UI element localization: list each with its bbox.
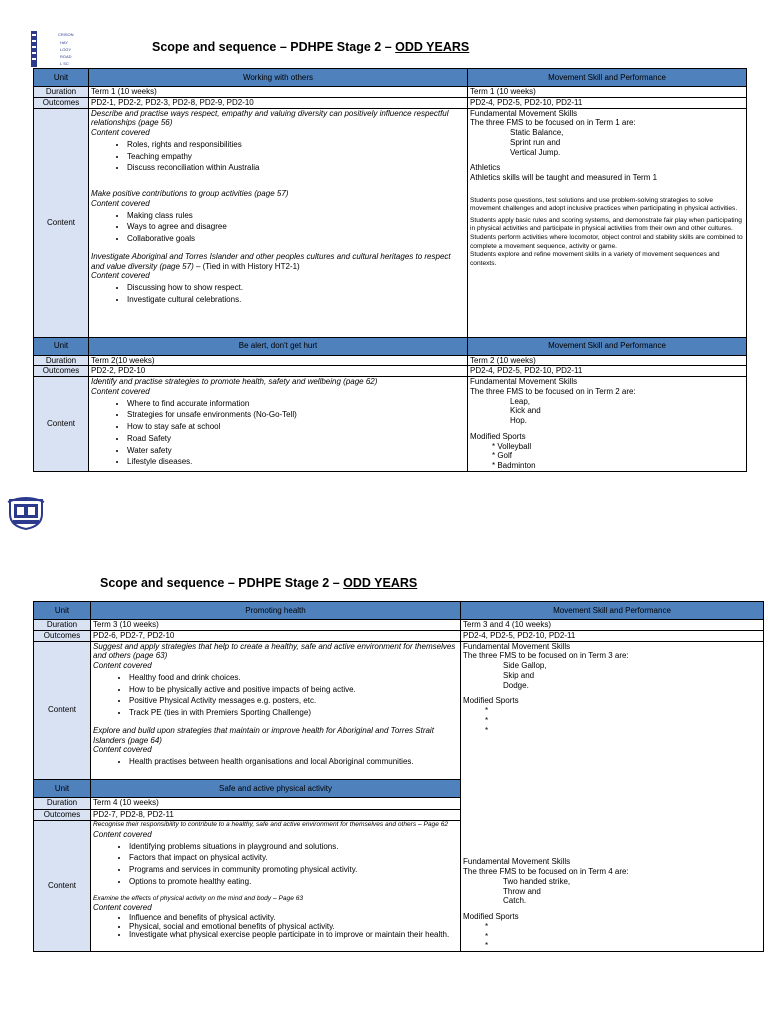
unit-row	[34, 337, 747, 355]
duration-label: Duration	[34, 355, 89, 366]
sport-item: *	[485, 931, 489, 941]
duration-label: Duration	[34, 798, 91, 810]
content-covered-label: Content covered	[93, 903, 152, 913]
skill-item: Catch.	[503, 896, 527, 906]
duration-row	[34, 620, 764, 631]
content-covered-label: Content covered	[91, 198, 150, 208]
content-list	[93, 842, 458, 887]
skill-item: Kick and	[510, 406, 541, 416]
content-list	[91, 399, 465, 468]
list-item: • Factors that impact on physical activity.	[129, 853, 458, 863]
duration-label: Duration	[34, 620, 91, 631]
list-item: • Road Safety	[127, 434, 465, 444]
fms-heading: Fundamental Movement Skills	[470, 108, 578, 118]
athletics-note: Athletics skills will be taught and measured in Term 1	[470, 173, 658, 182]
fms-focus: The three FMS to be focused on in Term 1 are:	[470, 118, 636, 128]
content-left	[89, 108, 468, 337]
outcomes-label: Outcomes	[34, 809, 91, 821]
content-covered-label: Content covered	[91, 386, 150, 396]
list-item: • Identifying problems situations in playground and solutions.	[129, 842, 458, 852]
unit-row	[34, 69, 747, 87]
duration-left: Term 3 (10 weeks)	[91, 620, 461, 631]
list-item: • Healthy food and drink choices.	[129, 673, 458, 683]
content-covered-label: Content covered	[93, 661, 152, 670]
modified-sports-heading: Modified Sports	[463, 696, 519, 706]
unit-row	[34, 602, 764, 620]
outcomes-left: PD2-7, PD2-8, PD2-11	[91, 809, 461, 821]
school-logo	[30, 30, 80, 68]
list-item: • Discuss reconciliation within Australia	[127, 163, 465, 173]
fms-focus: The three FMS to be focused on in Term 4 are:	[463, 867, 629, 876]
list-item: • Physical, social and emotional benefits of physical activity.	[129, 923, 458, 932]
unit-title-left: Working with others	[89, 69, 468, 87]
sport-item: *	[485, 941, 489, 951]
content-label: Content	[34, 377, 89, 472]
title-text: Scope and sequence – PDHPE Stage 2 –	[152, 40, 396, 54]
content-list	[91, 211, 465, 244]
outcomes-left: PD2-6, PD2-7, PD2-10	[91, 630, 461, 641]
content-left	[91, 641, 461, 780]
sport-item: * Badminton	[492, 461, 536, 470]
duration-label: Duration	[34, 87, 89, 98]
outcomes-right: PD2-4, PD2-5, PD2-10, PD2-11	[461, 630, 764, 641]
skill-item: Skip and	[503, 670, 535, 680]
list-item: • Health practises between health organisations and local Aboriginal communities.	[129, 757, 458, 767]
list-item: • Investigate what physical exercise people participate in to improve or maintain their health.	[129, 931, 458, 940]
outcomes-label: Outcomes	[34, 97, 89, 108]
unit-label: Unit	[34, 780, 91, 798]
fms-heading: Fundamental Movement Skills	[470, 377, 578, 386]
content-covered-label: Content covered	[91, 128, 150, 137]
outcome-intro: Explore and build upon strategies that maintain or improve health for Aboriginal and Torres Strait Islanders (page 64)	[93, 725, 434, 745]
content-row	[34, 377, 747, 472]
svg-text:L SC: L SC	[60, 61, 69, 66]
outcomes-row	[34, 366, 747, 377]
duration-row	[34, 87, 747, 98]
skill-item: Leap,	[510, 396, 531, 406]
content-list	[93, 914, 458, 940]
duration-left: Term 1 (10 weeks)	[89, 87, 468, 98]
outcome-intro: Identify and practise strategies to promote health, safety and wellbeing (page 62)	[91, 377, 378, 386]
skill-item: Vertical Jump.	[510, 147, 561, 157]
content-covered-label: Content covered	[91, 271, 150, 281]
outcome-intro: Make positive contributions to group activities (page 57)	[91, 189, 289, 198]
list-item: • Water safety	[127, 446, 465, 456]
sport-item: *	[485, 715, 489, 725]
unit-title-right: Movement Skill and Performance	[468, 69, 747, 87]
modified-sports-heading: Modified Sports	[463, 912, 519, 921]
fms-focus: The three FMS to be focused on in Term 2 are:	[470, 386, 636, 396]
list-item: • Making class rules	[127, 211, 465, 221]
content-left	[89, 377, 468, 472]
content-row	[34, 108, 747, 337]
sport-item: * Golf	[492, 451, 513, 461]
unit-title-right: Movement Skill and Performance	[468, 337, 747, 355]
content-list	[91, 140, 465, 173]
scope-table-terms-1-2	[33, 68, 747, 472]
duration-row	[34, 355, 747, 366]
skill-item: Sprint run and	[510, 137, 561, 147]
title-text: Scope and sequence – PDHPE Stage 2 –	[100, 576, 344, 590]
content-list	[93, 673, 458, 718]
unit-title-left: Safe and active physical activity	[91, 780, 461, 798]
page-title	[152, 40, 469, 54]
list-item: • Lifestyle diseases.	[127, 457, 465, 467]
title-emphasis: ODD YEARS	[343, 576, 418, 590]
list-item: • Roles, rights and responsibilities	[127, 140, 465, 150]
content-right	[461, 641, 764, 952]
list-item: • Options to promote healthy eating.	[129, 877, 458, 887]
content-right	[468, 377, 747, 472]
outcomes-row	[34, 97, 747, 108]
school-crest	[6, 496, 46, 530]
skill-item: Hop.	[510, 416, 527, 425]
content-left	[91, 821, 461, 952]
content-label: Content	[34, 641, 91, 780]
sport-item: *	[485, 706, 489, 715]
unit-label: Unit	[34, 602, 91, 620]
content-covered-label: Content covered	[93, 745, 152, 755]
list-item: • Ways to agree and disagree	[127, 222, 465, 232]
outcome-intro: Examine the effects of physical activity on the mind and body – Page 63	[93, 894, 304, 902]
duration-left: Term 2(10 weeks)	[89, 355, 468, 366]
outcomes-right: PD2-4, PD2-5, PD2-10, PD2-11	[468, 366, 747, 377]
duration-right: Term 2 (10 weeks)	[468, 355, 747, 366]
unit-label: Unit	[34, 337, 89, 355]
outcome-intro-italic: Investigate Aboriginal and Torres Islander and other peoples cultures and cultural heritages to respect and value diversity (page 57)	[91, 251, 451, 271]
list-item: • Teaching empathy	[127, 152, 465, 162]
content-label: Content	[34, 821, 91, 952]
unit-title-right: Movement Skill and Performance	[461, 602, 764, 620]
sport-item: * Volleyball	[492, 441, 532, 451]
fms-heading: Fundamental Movement Skills	[463, 857, 571, 867]
unit-title-left: Promoting health	[91, 602, 461, 620]
unit-label: Unit	[34, 69, 89, 87]
outcome-intro: Recognise their responsibility to contribute to a healthy, safe and active environment for themselves and others – Page 62	[93, 821, 449, 829]
skill-item: Throw and	[503, 886, 541, 896]
list-item: • Programs and services in community promoting physical activity.	[129, 865, 458, 875]
sport-item: *	[485, 921, 489, 931]
svg-text:LOGY: LOGY	[60, 47, 72, 52]
content-label: Content	[34, 108, 89, 337]
content-covered-label: Content covered	[93, 829, 152, 839]
outcomes-label: Outcomes	[34, 366, 89, 377]
sport-item: *	[485, 725, 489, 735]
list-item: • Collaborative goals	[127, 234, 465, 244]
content-list	[93, 757, 458, 767]
skill-item: Two handed strike,	[503, 876, 571, 886]
outcomes-row	[34, 630, 764, 641]
list-item: • Investigate cultural celebrations.	[127, 295, 465, 305]
skill-item: Dodge.	[503, 680, 529, 690]
fms-heading: Fundamental Movement Skills	[463, 641, 571, 651]
skill-paragraph: Students apply basic rules and scoring systems, and demonstrate fair play when participating in physical activities and participate in physical activities from their own and other cultures.	[470, 216, 742, 233]
title-emphasis: ODD YEARS	[395, 40, 470, 54]
skill-paragraph: Students explore and refine movement skills in a variety of movement sequences and contexts.	[470, 251, 720, 267]
outcomes-label: Outcomes	[34, 630, 91, 641]
list-item: • Track PE (ties in with Premiers Sporting Challenge)	[129, 708, 458, 718]
outcomes-right: PD2-4, PD2-5, PD2-10, PD2-11	[468, 97, 747, 108]
svg-text:HAY: HAY	[60, 40, 68, 45]
list-item: • Influence and benefits of physical activity.	[129, 914, 458, 923]
outcome-intro: Suggest and apply strategies that help to create a healthy, safe and active environment for themselves and others (page 63)	[93, 641, 456, 661]
list-item: • Discussing how to show respect.	[127, 283, 465, 293]
list-item: • Where to find accurate information	[127, 399, 465, 409]
list-item: • How to be physically active and positive impacts of being active.	[129, 685, 458, 695]
svg-text:CRISON: CRISON	[58, 32, 74, 37]
list-item: • Strategies for unsafe environments (No-Go-Tell)	[127, 410, 465, 420]
duration-left: Term 4 (10 weeks)	[91, 798, 461, 810]
outcomes-left: PD2-1, PD2-2, PD2-3, PD2-8, PD2-9, PD2-10	[89, 97, 468, 108]
page-title	[100, 576, 417, 590]
content-row	[34, 641, 764, 780]
duration-right: Term 3 and 4 (10 weeks)	[461, 620, 764, 631]
unit-title-left: Be alert, don't get hurt	[89, 337, 468, 355]
skill-item: Side Gallop,	[503, 661, 547, 670]
fms-focus: The three FMS to be focused on in Term 3 are:	[463, 651, 629, 661]
skill-paragraph: Students pose questions, test solutions and use problem-solving strategies to solve movement challenges and adopt inclusive practices when participating in physical activities.	[470, 196, 738, 213]
outcome-intro: Describe and practise ways respect, empathy and valuing diversity can positively influence respectful relationships (page 56)	[91, 108, 449, 128]
content-right	[468, 108, 747, 337]
list-item: • Positive Physical Activity messages e.g. posters, etc.	[129, 696, 458, 706]
scope-table-terms-3-4	[33, 601, 764, 952]
duration-right: Term 1 (10 weeks)	[468, 87, 747, 98]
outcomes-left: PD2-2, PD2-10	[89, 366, 468, 377]
modified-sports-heading: Modified Sports	[470, 431, 526, 441]
outcome-intro-tail: – (Tied in with History HT2-1)	[193, 261, 300, 271]
skill-item: Static Balance,	[510, 128, 564, 137]
svg-text:ROAD: ROAD	[60, 54, 72, 59]
outcome-intro	[91, 252, 465, 272]
list-item: • How to stay safe at school	[127, 422, 465, 432]
athletics-heading: Athletics	[470, 163, 501, 173]
content-list	[91, 283, 465, 305]
skill-paragraph: Students perform activities where locomotor, object control and stability skills are combined to complete a movement sequence, activity or game.	[470, 234, 743, 250]
